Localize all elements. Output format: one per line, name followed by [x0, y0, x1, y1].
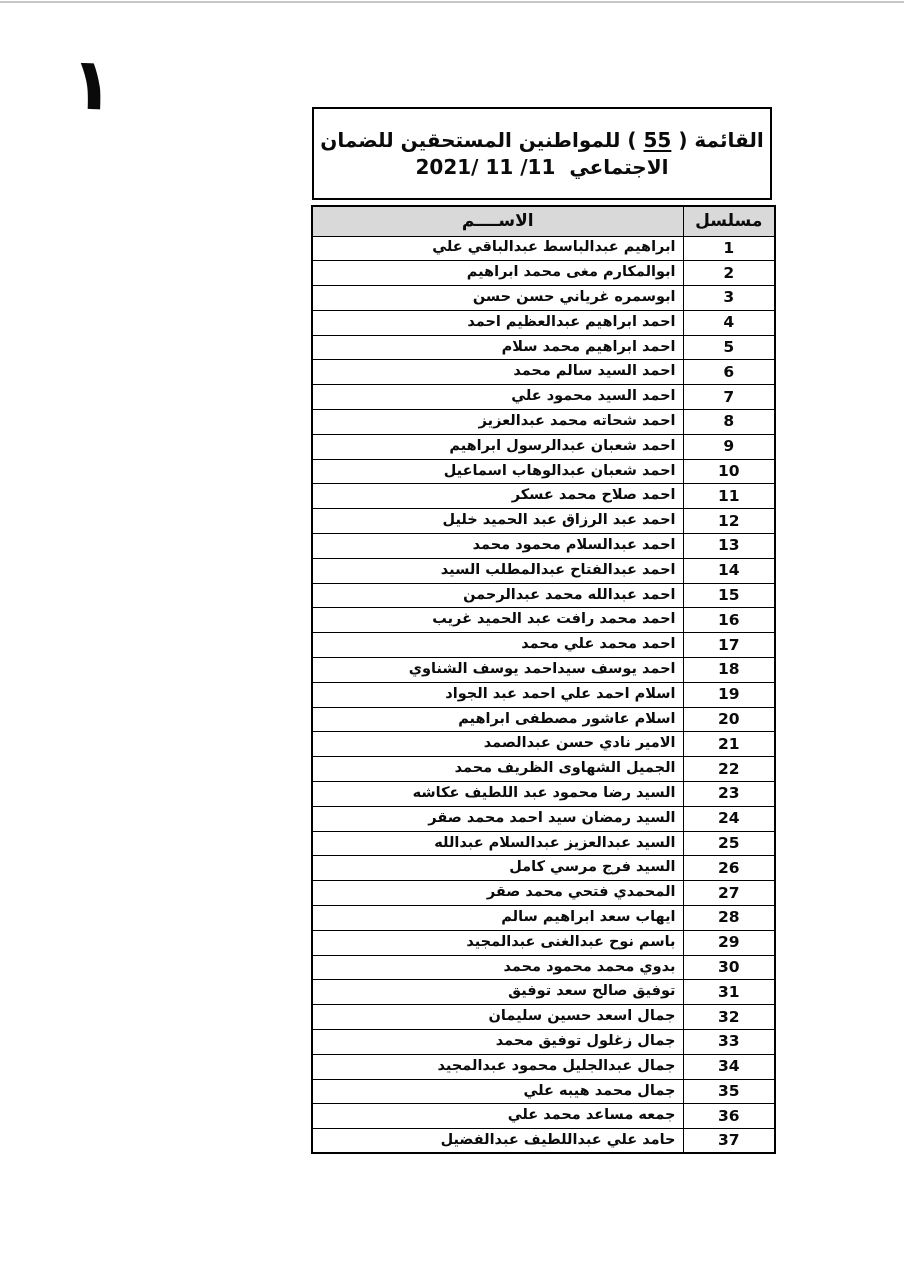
beneficiaries-table: [311, 205, 776, 1154]
serial-cell: 32: [683, 1005, 775, 1030]
serial-cell: 7: [683, 385, 775, 410]
name-cell: احمد محمد علي محمد: [312, 633, 683, 658]
serial-cell: 20: [683, 707, 775, 732]
table-row: [312, 236, 775, 261]
table-row: [312, 410, 775, 435]
serial-cell: 27: [683, 881, 775, 906]
name-cell: احمد عبدالله محمد عبدالرحمن: [312, 583, 683, 608]
name-cell: جمال زغلول توفيق محمد: [312, 1030, 683, 1055]
serial-cell: 29: [683, 930, 775, 955]
name-cell: احمد محمد رافت عبد الحميد غريب: [312, 608, 683, 633]
table-row: [312, 906, 775, 931]
title-prefix: القائمة (: [671, 128, 764, 152]
serial-cell: 34: [683, 1054, 775, 1079]
serial-cell: 18: [683, 658, 775, 683]
serial-cell: 25: [683, 831, 775, 856]
name-cell: حامد علي عبداللطيف عبدالفضيل: [312, 1129, 683, 1154]
table-header-row: [312, 206, 775, 236]
table-row: [312, 608, 775, 633]
serial-cell: 37: [683, 1129, 775, 1154]
name-cell: اسلام عاشور مصطفى ابراهيم: [312, 707, 683, 732]
name-cell: بدوي محمد محمود محمد: [312, 955, 683, 980]
serial-cell: 10: [683, 459, 775, 484]
name-cell: احمد شحاته محمد عبدالعزيز: [312, 410, 683, 435]
title-line-2: [416, 155, 669, 179]
table-row: [312, 310, 775, 335]
name-cell: ايهاب سعد ابراهيم سالم: [312, 906, 683, 931]
table-row: [312, 1104, 775, 1129]
table-row: [312, 434, 775, 459]
name-cell: احمد عبد الرزاق عبد الحميد خليل: [312, 509, 683, 534]
table-row: [312, 955, 775, 980]
name-cell: جمال محمد هيبه علي: [312, 1079, 683, 1104]
serial-cell: 6: [683, 360, 775, 385]
name-cell: جمال اسعد حسين سليمان: [312, 1005, 683, 1030]
table-row: [312, 484, 775, 509]
list-title-box: [312, 107, 772, 200]
serial-cell: 1: [683, 236, 775, 261]
name-cell: باسم نوح عبدالغنى عبدالمجيد: [312, 930, 683, 955]
serial-cell: 28: [683, 906, 775, 931]
name-cell: ابوسمره غرياني حسن حسن: [312, 286, 683, 311]
name-cell: احمد السيد سالم محمد: [312, 360, 683, 385]
serial-cell: 17: [683, 633, 775, 658]
serial-cell: 4: [683, 310, 775, 335]
serial-cell: 15: [683, 583, 775, 608]
table-row: [312, 732, 775, 757]
name-column-header: الاســــم: [312, 206, 683, 236]
name-cell: احمد ابراهيم عبدالعظيم احمد: [312, 310, 683, 335]
name-cell: احمد عبدالسلام محمود محمد: [312, 534, 683, 559]
name-cell: توفيق صالح سعد توفيق: [312, 980, 683, 1005]
serial-cell: 23: [683, 782, 775, 807]
table-row: [312, 509, 775, 534]
scan-edge-artifact: [0, 1, 904, 3]
table-row: [312, 1030, 775, 1055]
name-cell: السيد رمضان سيد احمد محمد صقر: [312, 806, 683, 831]
name-cell: السيد عبدالعزيز عبدالسلام عبدالله: [312, 831, 683, 856]
serial-cell: 36: [683, 1104, 775, 1129]
serial-cell: 9: [683, 434, 775, 459]
name-cell: الجميل الشهاوى الظريف محمد: [312, 757, 683, 782]
title-suffix: ) للمواطنين المستحقين للضمان: [320, 128, 644, 152]
table-row: [312, 1129, 775, 1154]
name-cell: احمد شعبان عبدالوهاب اسماعيل: [312, 459, 683, 484]
serial-cell: 13: [683, 534, 775, 559]
table-row: [312, 261, 775, 286]
serial-column-header: مسلسل: [683, 206, 775, 236]
table-row: [312, 534, 775, 559]
serial-cell: 21: [683, 732, 775, 757]
name-cell: احمد يوسف سيداحمد يوسف الشناوي: [312, 658, 683, 683]
name-cell: احمد شعبان عبدالرسول ابراهيم: [312, 434, 683, 459]
serial-cell: 19: [683, 682, 775, 707]
table-row: [312, 360, 775, 385]
serial-cell: 31: [683, 980, 775, 1005]
serial-cell: 12: [683, 509, 775, 534]
table-row: [312, 682, 775, 707]
serial-cell: 5: [683, 335, 775, 360]
table-row: [312, 1005, 775, 1030]
serial-cell: 24: [683, 806, 775, 831]
table-row: [312, 286, 775, 311]
name-cell: احمد صلاح محمد عسكر: [312, 484, 683, 509]
table-row: [312, 459, 775, 484]
serial-cell: 35: [683, 1079, 775, 1104]
table-row: [312, 930, 775, 955]
serial-cell: 16: [683, 608, 775, 633]
page-number: ١: [68, 41, 116, 127]
table-row: [312, 1079, 775, 1104]
name-cell: الامير نادي حسن عبدالصمد: [312, 732, 683, 757]
table-row: [312, 757, 775, 782]
name-cell: احمد عبدالفتاح عبدالمطلب السيد: [312, 558, 683, 583]
serial-cell: 3: [683, 286, 775, 311]
serial-cell: 22: [683, 757, 775, 782]
table-row: [312, 658, 775, 683]
table-row: [312, 831, 775, 856]
serial-cell: 30: [683, 955, 775, 980]
name-cell: جمعه مساعد محمد علي: [312, 1104, 683, 1129]
table-row: [312, 980, 775, 1005]
name-cell: السيد رضا محمود عبد اللطيف عكاشه: [312, 782, 683, 807]
name-cell: جمال عبدالجليل محمود عبدالمجيد: [312, 1054, 683, 1079]
name-cell: ابراهيم عبدالباسط عبدالباقي علي: [312, 236, 683, 261]
serial-cell: 14: [683, 558, 775, 583]
list-number: 55: [643, 128, 672, 152]
table-row: [312, 633, 775, 658]
serial-cell: 8: [683, 410, 775, 435]
name-cell: السيد فرج مرسي كامل: [312, 856, 683, 881]
title-line-1: [320, 128, 764, 152]
table-row: [312, 782, 775, 807]
table-body: [312, 236, 775, 1153]
title-date: 2021/ 11 /11: [415, 155, 556, 179]
table-row: [312, 806, 775, 831]
title-word: الاجتماعي: [569, 155, 669, 179]
name-cell: المحمدي فتحي محمد صقر: [312, 881, 683, 906]
serial-cell: 2: [683, 261, 775, 286]
name-cell: ابوالمكارم مغى محمد ابراهيم: [312, 261, 683, 286]
name-cell: احمد ابراهيم محمد سلام: [312, 335, 683, 360]
table-row: [312, 335, 775, 360]
table-row: [312, 881, 775, 906]
table-row: [312, 558, 775, 583]
serial-cell: 33: [683, 1030, 775, 1055]
serial-cell: 11: [683, 484, 775, 509]
name-cell: احمد السيد محمود علي: [312, 385, 683, 410]
table-row: [312, 707, 775, 732]
serial-cell: 26: [683, 856, 775, 881]
table-row: [312, 856, 775, 881]
table-row: [312, 1054, 775, 1079]
table-row: [312, 583, 775, 608]
table-row: [312, 385, 775, 410]
name-cell: اسلام احمد علي احمد عبد الجواد: [312, 682, 683, 707]
